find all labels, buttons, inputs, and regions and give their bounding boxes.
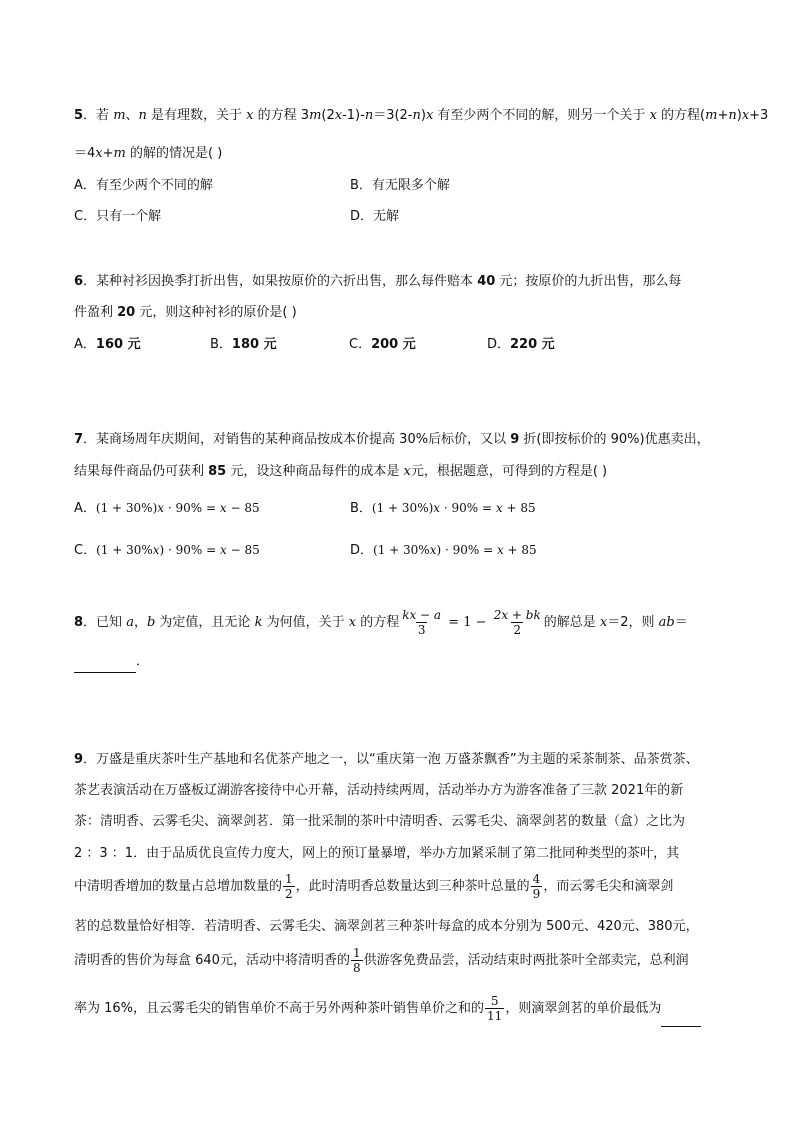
q5-number: 5 <box>74 108 84 123</box>
q5-line1: 5．若 m、n 是有理数，关于 x 的方程 3m(2x-1)-n＝3(2-n)x 有至少两个不同的解，则另一个关于 x 的方程(m+n)x+3 <box>74 108 769 123</box>
q7-option-b-formula: (1 + 30%)x · 90% = x + 85 <box>371 501 536 515</box>
q9-fraction-five-elevenths: $\frac{5}{11}$ <box>487 994 503 1023</box>
q9-line3: 茶：清明香、云雾毛尖、滴翠剑茗．第一批采制的茶叶中清明香、云雾毛尖、滴翠剑茗的数量（盒）之比为 <box>74 814 686 829</box>
q9-number: 9 <box>74 752 84 767</box>
q9-line4: 2 ：3 ：1．由于品质优良宣传力度大，网上的预订量暴增，举办方加紧采制了第二批同种类型的茶叶，其 <box>74 846 680 861</box>
q6-option-b: B．180 元 <box>210 337 277 352</box>
q7-line1: 7．某商场周年庆期间，对销售的某种商品按成本价提高 30%后标价，又以 9 折(即按标价的 90%)优惠卖出， <box>74 432 710 447</box>
q6-line2: 件盈利 20 元，则这种衬衫的原价是( ) <box>74 305 297 320</box>
q8-fraction-2: $\frac{2x + bk}{2}$ <box>493 608 541 637</box>
q7-option-b: B．(1 + 30%)x · 90% = x + 85 <box>350 501 536 516</box>
q6-option-d: D．220 元 <box>487 337 555 352</box>
q7-option-c-formula: (1 + 30%x) · 90% = x − 85 <box>96 543 260 557</box>
q9-fraction-one-eighth: $\frac{1}{8}$ <box>352 946 361 975</box>
q5-option-d: D．无解 <box>350 209 400 224</box>
q9-line1: 9．万盛是重庆茶叶生产基地和名优茶产地之一，以“重庆第一泡 万盛茶飘香”为主题的采茶制茶、品茶赏茶、 <box>74 752 699 767</box>
q9-answer-blank <box>661 992 701 1027</box>
q8-answer-line: ． <box>74 652 149 673</box>
q6-number: 6 <box>74 274 84 289</box>
q5-line2: ＝4x+m 的解的情况是( ) <box>74 146 223 161</box>
q9-line5: 中清明香增加的数量占总增加数量的 $\frac{1}{2}$ ，此时清明香总数量达到三种茶叶总量的 $\frac{4}{9}$ ，而云雾毛尖和滴翠剑 <box>74 872 674 901</box>
q8-number: 8 <box>74 615 84 630</box>
q7-option-a: A．(1 + 30%)x · 90% = x − 85 <box>74 501 260 516</box>
q7-option-d: D．(1 + 30%x) · 90% = x + 85 <box>350 543 537 558</box>
q8-answer-blank <box>74 652 136 673</box>
q5-option-c: C．只有一个解 <box>74 209 162 224</box>
q6-option-a: A．160 元 <box>74 337 141 352</box>
q5-option-a: A．有至少两个不同的解 <box>74 178 213 193</box>
q6-option-c: C．200 元 <box>349 337 416 352</box>
q9-line8: 率为 16%，且云雾毛尖的销售单价不高于另外两种茶叶销售单价之和的 $\frac{5}{11}$ ，则滴翠剑茗的单价最低为 <box>74 992 701 1027</box>
q9-line7: 清明香的售价为每盒 640元，活动中将清明香的 $\frac{1}{8}$ 供游客免费品尝，活动结束时两批茶叶全部卖完，总利润 <box>74 946 689 975</box>
q7-option-c: C．(1 + 30%x) · 90% = x − 85 <box>74 543 260 558</box>
q7-number: 7 <box>74 432 84 447</box>
q8-line1: 8．已知 a，b 为定值，且无论 k 为何值，关于 x 的方程 $\frac{kx - a}{3}$ = 1 − $\frac{2x + bk}{2}$ 的解总是 x＝2，则 ab＝ <box>74 608 688 637</box>
q7-line2: 结果每件商品仍可获利 85 元，设这种商品每件的成本是 x元，根据题意，可得到的方程是( ) <box>74 464 608 479</box>
q9-line2: 茶艺表演活动在万盛板辽湖游客接待中心开幕，活动持续两周，活动举办方为游客准备了三款 2021年的新 <box>74 783 684 798</box>
q9-fraction-four-ninths: $\frac{4}{9}$ <box>532 872 541 901</box>
q8-fraction-1: $\frac{kx - a}{3}$ <box>402 608 442 637</box>
q5-option-b: B．有无限多个解 <box>350 178 450 193</box>
q7-option-a-formula: (1 + 30%)x · 90% = x − 85 <box>95 501 260 515</box>
q9-line6: 茗的总数量恰好相等．若清明香、云雾毛尖、滴翠剑茗三种茶叶每盒的成本分别为 500元、420元、380元， <box>74 919 699 934</box>
q7-option-d-formula: (1 + 30%x) · 90% = x + 85 <box>373 543 537 557</box>
q6-line1: 6．某种衬衫因换季打折出售，如果按原价的六折出售，那么每件赔本 40 元；按原价的九折出售，那么每 <box>74 274 682 289</box>
q9-fraction-half: $\frac{1}{2}$ <box>285 872 293 901</box>
